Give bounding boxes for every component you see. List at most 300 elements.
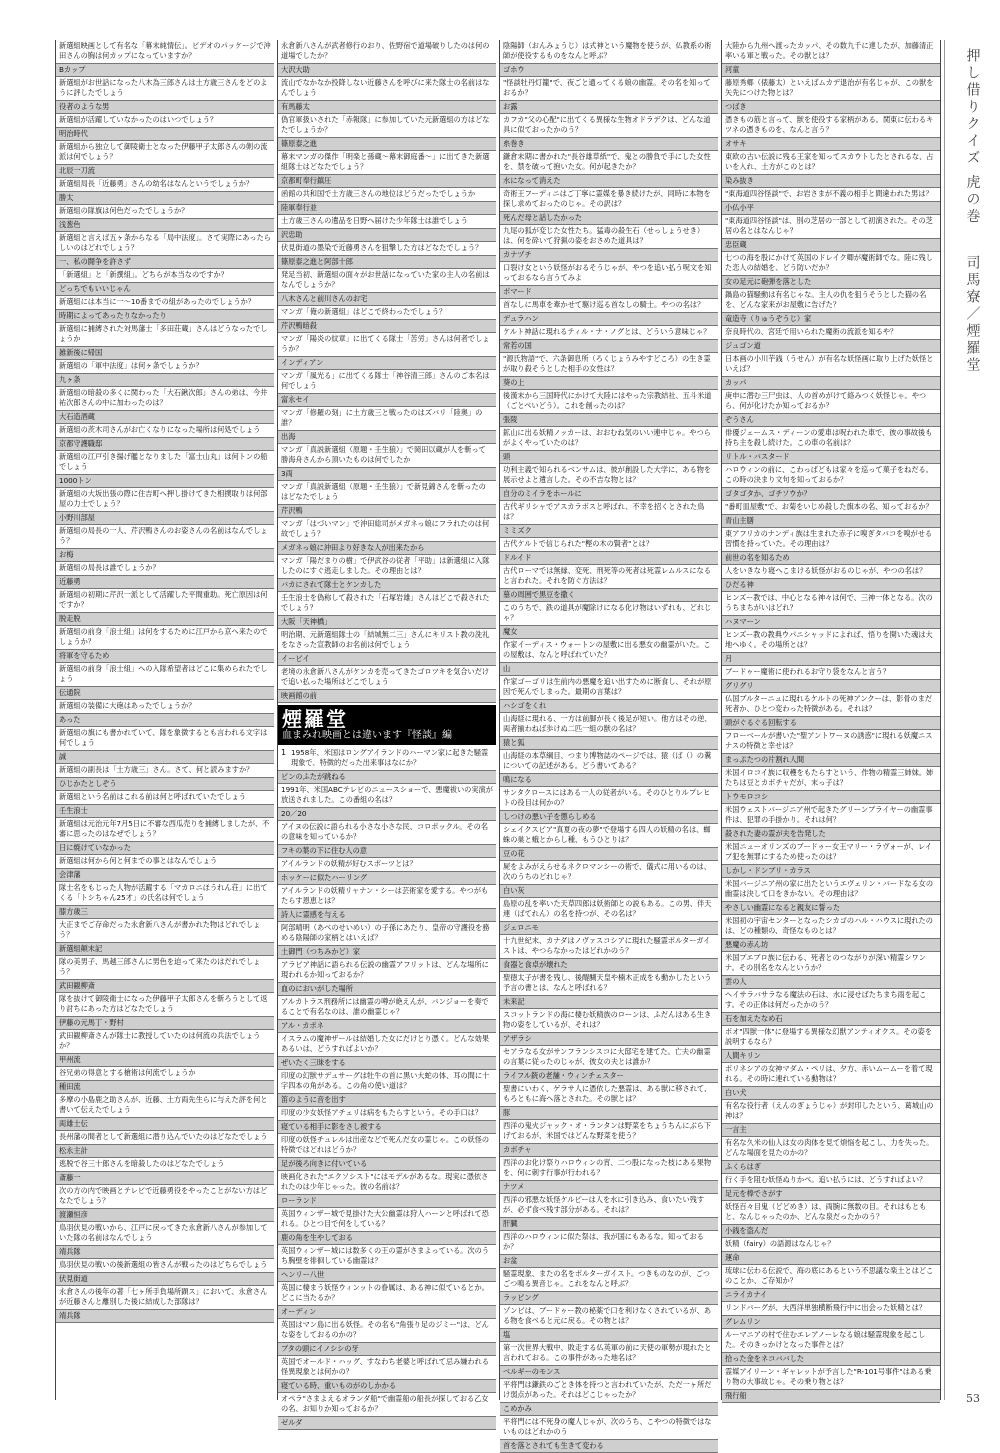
quiz-answer: 拾った金をネコババした — [722, 1353, 940, 1366]
quiz-answer: リトル・バスタード — [722, 451, 940, 464]
quiz-question: 英国ウィンザー城で見掛けた大公幽霊は狩人ハーンと呼ばれて恐れる。ひとつ目で何をしている？ — [278, 1208, 496, 1232]
quiz-answer: 頭 — [500, 451, 718, 464]
quiz-answer: ライフル銃の老舗・ウィンチェスター — [500, 1070, 718, 1083]
quiz-answer: 猿と狐 — [500, 737, 718, 750]
quiz-question: 新選組から独立して御陵衛士となった伊藤甲子太郎さんの剣の流派は何でしょう？ — [56, 141, 274, 165]
quiz-question: 新選組映画として有名な「幕末純情伝」。ビデオのパッケージで沖田さんの胸は何カップになっていますか？ — [56, 40, 274, 64]
quiz-answer: ポマード — [500, 286, 718, 299]
quiz-question: 第一次世界大戦中、敗走する仏英軍の前に天使の軍勢が現れたと言われておる。この事件があった地名は？ — [500, 1342, 718, 1366]
quiz-answer: ハヌマーン — [722, 616, 940, 629]
quiz-answer: メガネっ娘に沖田より好きな人が出来たから — [278, 542, 496, 555]
quiz-answer: 役者のような男 — [56, 101, 274, 114]
quiz-answer: 壬生浪士 — [56, 805, 274, 818]
quiz-answer: ホッケーに似たハーリング — [278, 872, 496, 885]
quiz-answer: ラッピング — [500, 1292, 718, 1305]
quiz-answer: ナツメ — [500, 1181, 718, 1194]
quiz-answer: ミミズク — [500, 525, 718, 538]
quiz-question: 鳥羽伏見の戦いから、江戸に戻ってきた永倉新八さんが参加していた隊の名前はなんでしょう — [56, 1222, 274, 1246]
quiz-question: 次の方の内で映画とテレビで近藤勇役をやったことがない方はどなたでしょう？ — [56, 1185, 274, 1209]
quiz-answer: ハシゴをくれ — [500, 700, 718, 713]
quiz-answer: 伏見街道 — [56, 1273, 274, 1286]
quiz-answer: 女の足元に砲弾を落とした — [722, 276, 940, 289]
quiz-answer: オサキ — [722, 138, 940, 151]
quiz-question: "東海道四谷怪談"で、お岩さまが不義の相手と間違われた男は？ — [722, 188, 940, 202]
quiz-question: フローベールが書いた"聖アントワーヌの誘惑"に現れる妖魔ニスナスの特徴と幸せは？ — [722, 730, 940, 754]
quiz-question: 新選組の初期に芹沢一派として活躍した平間重助。死亡原因は何ですか？ — [56, 589, 274, 613]
quiz-answer: 水になって消えた — [500, 175, 718, 188]
quiz-question: 有名な久米の仙人は女の肉体を見て煩悩を起こし、力を失った。どんな場面を見たのかの？ — [722, 1137, 940, 1161]
section-title: 煙羅堂 — [282, 707, 348, 731]
quiz-answer: 勝太 — [56, 192, 274, 205]
quiz-answer: 自分のミイラをホールに — [500, 488, 718, 501]
quiz-answer: 鳴になる — [500, 774, 718, 787]
quiz-answer: 明治時代 — [56, 128, 274, 141]
quiz-question: 後漢末から三国時代にかけて大陸にはやった宗教結社、五斗米道（ごとべいどう）。これを創ったのは？ — [500, 390, 718, 414]
quiz-answer: 常若の国 — [500, 340, 718, 353]
quiz-question: 新選組には本当に一〜10番までの組があったのでしょうか？ — [56, 296, 274, 310]
quiz-question: 鎌倉末期に書かれた"長谷雄草紙"で、鬼との勝負で手にした女性を、禁を破って抱いた女。何が起きたか？ — [500, 151, 718, 175]
quiz-question: 明治期、元新選組隊士の「結城無二三」さんにキリスト教の洗礼をなさった宣教師のお名前は何でしょう — [278, 629, 496, 653]
quiz-question: 新選組は元治元年7月5日に不審な西瓜売りを捕縛しましたが、不審に思ったのはなぜでしょう？ — [56, 818, 274, 842]
quiz-question: イスラムの魔神ザールは結婚した女にだけとり憑く。どんな効果あるいは、どうすればよいか？ — [278, 1033, 496, 1057]
quiz-question: 鍋島の猫騒動は有名じゃな。主人の仇を狙うそうとした猫の名を、どんな家来がお屋敷に告げた？ — [722, 289, 940, 313]
quiz-question: 新選組局長「近藤勇」さんの幼名はなんというでしょうか？ — [56, 178, 274, 192]
quiz-question: 隊士名をもじった人物が活躍する「マカロニほうれん荘」に出てくる「トシちゃん25才」の氏名は何でしょう — [56, 882, 274, 906]
quiz-answer: 八木さんと前川さんのお宅 — [278, 293, 496, 306]
quiz-question: 俳優ジェームス・ディーンの愛車は呪われた車で、彼の事故後も持ち主を殺し続けた。この車の名前は？ — [722, 427, 940, 451]
quiz-answer: ひだる神 — [722, 579, 940, 592]
quiz-answer: カッパ — [722, 377, 940, 390]
quiz-answer: 人間キリン — [722, 1050, 940, 1063]
quiz-question: 新選組の旗にも書かれていて、隊を象徴するとも言われる文字は何でしょう — [56, 727, 274, 751]
quiz-question: 西洋のハロウィンに似た祭は、我が国にもあるな。知っておるか？ — [500, 1231, 718, 1255]
quiz-answer: 死んだ母と話したかった — [500, 212, 718, 225]
quiz-answer: 塩 — [500, 1329, 718, 1342]
quiz-question: 新選組の副長は「土方歳三」さん。さて、何と読みますか？ — [56, 764, 274, 778]
quiz-answer: ドルイド — [500, 552, 718, 565]
quiz-answer: 魔女 — [500, 626, 718, 639]
quiz-question: 西洋のお化け祭りハロウィンの宵、二つ股になった枝にある果物を、何に刺す行事が行われる？ — [500, 1157, 718, 1181]
quiz-question: アラビア神話に語られる伝説の幽霊アフリットは、どんな場所に現われるか知っておるか？ — [278, 959, 496, 983]
quiz-question: 流山でなかなか投降しない近藤さんを呼びに来た隊士の名前はなんでしょう — [278, 77, 496, 101]
quiz-answer: 飛行船 — [722, 1390, 940, 1403]
quiz-question: 発足当初、新選組の面々がお世話になっていた家の主人の名前はなんでしょうか？ — [278, 269, 496, 293]
quiz-answer: 石を加えたなめ石 — [722, 1013, 940, 1026]
quiz-question: 大正までご存命だった永倉新八さんが書かれた物はどれでしょう？ — [56, 919, 274, 943]
question-number: 1 — [281, 748, 287, 757]
quiz-answer: 陸軍奉行並 — [278, 202, 496, 215]
quiz-question: 東アフリカのナンディ族は生まれた赤子に嗅ぎタバコを嗅がせる習慣を持っていた。その理由は？ — [722, 528, 940, 552]
column-2 — [277, 40, 496, 1427]
quiz-question: シェイクスピア"真夏の夜の夢"で登場する四人の妖精の名は、蜘蛛の巣と蛾とからし種、もうひとりは？ — [500, 824, 718, 848]
quiz-question: セアラなる女がサンフランシスコに大邸宅を建てた。亡夫の幽霊の言葉に従ったのじゃが、彼女の夫とは誰か？ — [500, 1046, 718, 1070]
quiz-answer: 白い灰 — [500, 885, 718, 898]
quiz-question: ルーマニアの村で住むエレアノーレなる娘は騒霊現象を起こした。そのきっかけとなった事件とは？ — [722, 1329, 940, 1353]
quiz-question: ヒンズー教では、中心となる神々は何で、三神一体となる。次のうちまちがいはどれ？ — [722, 592, 940, 616]
quiz-question: このうちで、鉄の道具が魔除けになる化け物はいずれも、どれじゃ？ — [500, 602, 718, 626]
quiz-answer: しつけの悪い子を懲らしめる — [500, 811, 718, 824]
quiz-question: 新選組の「軍中法度」は何ヶ条でしょうか？ — [56, 360, 274, 374]
quiz-question: アルカトラス刑務所には幽霊の噂が絶えんが、バンジョーを奏でることで有名なのは、誰の幽霊じゃ？ — [278, 996, 496, 1020]
quiz-question: 山海経の本草綱目、つまり博物誌のページでは、猿（ば（）の糞についての記述がある。どう書いてある？ — [500, 750, 718, 774]
quiz-answer: 肝臓 — [500, 1218, 718, 1231]
quiz-question — [278, 747, 496, 771]
quiz-answer: 映画館の前 — [278, 690, 496, 703]
quiz-question: 新選組の大坂出張の際に住吉町へ押し掛けてきた相撲取りは何部屋の力士でしょう？ — [56, 488, 274, 512]
quiz-answer: 伊藤の元馬丁・野村 — [56, 1017, 274, 1030]
quiz-question: 新選組の前身「浪士組」は何をするために江戸から京へ来たのでしょうか？ — [56, 626, 274, 650]
quiz-answer: お露 — [500, 101, 718, 114]
quiz-question: マンガ「陽炎の紋章」に出てくる隊士「苦労」さんは何者でしょうか？ — [278, 333, 496, 357]
quiz-question: アイヌの伝説に語られる小さな小さな民、コロポックル。その名の意味を知っているか？ — [278, 821, 496, 845]
quiz-answer: 青山主膳 — [722, 515, 940, 528]
quiz-question: 庚申に潜む三尸虫は、人の首めがけて絡みつく妖怪じゃ。やつら、何が化けたか知っておるか？ — [722, 390, 940, 414]
quiz-question: 大陸から九州へ渡ったカッパ、その数九千に達したが、加藤清正率いる軍と戦った。その獣とは？ — [722, 40, 940, 64]
column-1 — [55, 40, 274, 1400]
quiz-question: 仏国ブルターニュに現れるケルトの死神アンクーは、影骨のまだ死者か、ひとつ変わった特徴がある。それは？ — [722, 693, 940, 717]
quiz-question: 幕末マンガの傑作「明楽と孫蔵〜幕末御庭番〜」に出てきた新選組隊士はどなたでしょう？ — [278, 151, 496, 175]
quiz-question: 多摩の小島鹿之助さんが、近藤、土方両先生らに与えた評を何と書いて伝えたでしょう — [56, 1094, 274, 1118]
quiz-answer: 墓の周囲で黒豆を撒く — [500, 589, 718, 602]
quiz-question: 新選組がお世話になった八木為三郎さんは土方歳三さんをどのように評したでしょう — [56, 77, 274, 101]
quiz-answer: ヘンリー八世 — [278, 1269, 496, 1282]
quiz-answer: 靖兵隊 — [56, 1246, 274, 1259]
quiz-question: マンガ「陽だまりの樹」で伊武谷の従者「平助」は新選組に入隊したのにすぐ逃走しました。その理由とは？ — [278, 555, 496, 579]
quiz-question: 新選組の茨木司さんがお亡くなりになった場所は何処でしょう — [56, 424, 274, 438]
quiz-answer: 1000トン — [56, 475, 274, 488]
quiz-question: "番町皿屋敷"で、お菊をいじめ殺した旗本の名、知っておるか？ — [722, 501, 940, 515]
quiz-question: スコットランドの海に棲む妖精族のローンは、ふだんはある生き物の姿をしているが、それは？ — [500, 1009, 718, 1033]
quiz-answer: 京都町奉行鎮圧 — [278, 175, 496, 188]
quiz-answer: 膝方歳三 — [56, 906, 274, 919]
quiz-question: ハロウィンの前に、こわっぱどもは家々を巡って菓子をねだる。この時の決まり文句を知っておるか？ — [722, 464, 940, 488]
quiz-question: 永倉さんの後年の著「七ヶ所手負場所顕ス」において、永倉さんが近藤さんと離別した後に結成した部隊は？ — [56, 1286, 274, 1310]
quiz-answer: 両雄士伝 — [56, 1118, 274, 1131]
quiz-question: 東欧の古い伝説に残る王家を知ってスカウトしたとされるな、占いを入れ、土方がこのとは？ — [722, 151, 940, 175]
quiz-answer: 食器と食卓が壊れた — [500, 959, 718, 972]
quiz-question: 米国初の宇宙センターとなったシカゴのハル・ハウスに現れたのは、どの種類の、奇怪なものとは？ — [722, 915, 940, 939]
quiz-answer: 殺された妻の霊が夫を告発した — [722, 828, 940, 841]
quiz-answer: 靖兵隊 — [56, 1310, 274, 1323]
quiz-question: 偽官軍扱いされた「赤報隊」に参加していた元新選組の方はどなたでしょうか？ — [278, 114, 496, 138]
quiz-question: ブードゥー魔術に使われるお守り袋をなんと言う？ — [722, 666, 940, 680]
side-margin — [944, 40, 1000, 1400]
quiz-answer: 忠臣蔵 — [722, 239, 940, 252]
quiz-answer: インディアン — [278, 357, 496, 370]
quiz-answer: 足が後ろ向きに付いている — [278, 1158, 496, 1171]
quiz-question: 九尾の狐が変じた女性たち。猛毒の殺生石（せっしょうせき）は、何を砕いて狩猟の姿をおさめた道具は？ — [500, 225, 718, 249]
quiz-question: 隊を抜けて御陵衛士になった伊藤甲子太郎さんを斬ろうとして返り討ちにあった方はどなたでしょう — [56, 993, 274, 1017]
quiz-answer: オーディン — [278, 1306, 496, 1319]
quiz-answer: 誠 — [56, 751, 274, 764]
quiz-answer: 鹿の角を生やしておる — [278, 1232, 496, 1245]
quiz-question: "東海道四谷怪談"は、別の芝居の一部として初演された。その芝居の名とはなんじゃ？ — [722, 215, 940, 239]
quiz-question: 米国ウェストバージニア州で起きたグリーンブライヤーの幽霊事件は、犯罪の手掛かり。それは何？ — [722, 804, 940, 828]
quiz-answer: 足元を棒でさがす — [722, 1188, 940, 1201]
quiz-answer: どっちでもいいじゃん — [56, 283, 274, 296]
quiz-answer: 将軍を守るため — [56, 650, 274, 663]
quiz-question: 米国プエブロ族に伝わる、死者とのつながりが深い精霊シワンナ。その別名をなんというか？ — [722, 952, 940, 976]
quiz-answer: ゴタゴタか、ゴチソウか？ — [722, 488, 940, 501]
quiz-question: ボオ"四獣一体"に登場する異様な幻獣アンティオクス。その姿を説明するなら？ — [722, 1026, 940, 1050]
quiz-question: 「新選組」と「新撰組」。どちらが本当なのですか？ — [56, 269, 274, 283]
quiz-question: 隊の美男子、馬越三郎さんに男色を迫って来たのはだれでしょう？ — [56, 956, 274, 980]
quiz-question: マンガ「風光る」に出てくる隊士「神谷清三郎」さんのご本名は何でしょう — [278, 370, 496, 394]
quiz-answer: 篠原泰之進 — [278, 138, 496, 151]
quiz-question: アイルランドの妖精リャナン・シーは芸術家を愛する。やつがもたらす恩恵とは？ — [278, 885, 496, 909]
quiz-answer: カボチャ — [500, 1144, 718, 1157]
quiz-answer: イービイ — [278, 653, 496, 666]
quiz-question: 新選組の局長の一人、芹沢鴨さんのお姿さんの名前はなんでしょう？ — [56, 525, 274, 549]
quiz-answer: 沢忠助 — [278, 229, 496, 242]
quiz-answer: 小銭を盗んだ — [722, 1225, 940, 1238]
quiz-answer: 未来記 — [500, 996, 718, 1009]
quiz-question: 口裂け女という妖怪がおるそうじゃが、やつを追い払う呪文を知っておるなら言うてみよ — [500, 262, 718, 286]
quiz-question: 平将門は鎌鉄のごとき体を持つと言われていたが、ただ一ヶ所だけ弱点があった。それはどこじゃったか？ — [500, 1379, 718, 1403]
quiz-question: 壬生浪士を偽称して殺された「石塚岩雄」さんはどこで殺されたでしょう？ — [278, 592, 496, 616]
quiz-question: 新選組と言えば五ヶ条からなる「局中法度」。さて実際にあったらしいのはどれでしょう？ — [56, 232, 274, 256]
quiz-answer: 芹沢鴨暗殺 — [278, 320, 496, 333]
quiz-answer: 山 — [500, 663, 718, 676]
quiz-question: 新選組の前身「浪士組」への入隊希望者はどこに集められたでしょう — [56, 663, 274, 687]
quiz-answer: ニライカナイ — [722, 1289, 940, 1302]
quiz-answer: アル・カポネ — [278, 1020, 496, 1033]
quiz-question: 新選組の江戸引き揚げ艦となりました「富士山丸」は何トンの船でしょう — [56, 451, 274, 475]
quiz-answer: 糸巻き — [500, 138, 718, 151]
quiz-answer: 運命 — [722, 1252, 940, 1265]
quiz-question: 映画化された"エクソシスト"にはモデルがあるな。現実に憑依されたのは少年じゃった。彼の名前は？ — [278, 1171, 496, 1195]
quiz-question: 新選組の装備に大砲はあったでしょうか？ — [56, 700, 274, 714]
quiz-answer: 会津藩 — [56, 869, 274, 882]
quiz-question: 新選組の暗殺の多くに関わった「大石鍬次郎」さんの弟は、今井祐次郎さんの中に加わったのは？ — [56, 387, 274, 411]
quiz-question: 新選組の局長は誰でしょうか？ — [56, 562, 274, 576]
quiz-answer: 京都守護職邸 — [56, 438, 274, 451]
quiz-answer: 北辰一刀流 — [56, 165, 274, 178]
quiz-answer: 渡瀬恒彦 — [56, 1209, 274, 1222]
quiz-question: マンガ「真説新選組（原題・壬生狼）」で岡田以蔵が人を斬って勝海舟さんから頂いたものは何でしたか — [278, 444, 496, 468]
quiz-question: 谷兄弟の得意とする槍術は何流でしょうか — [56, 1067, 274, 1081]
quiz-answer: ベルギーのモンス — [500, 1366, 718, 1379]
quiz-answer: 寝ている時、重いものがのしかかる — [278, 1380, 496, 1393]
quiz-answer: ブタの頭にイノシシの牙 — [278, 1343, 496, 1356]
quiz-answer: あった — [56, 714, 274, 727]
quiz-answer: ぜいたく三昧をする — [278, 1057, 496, 1070]
quiz-answer: 雑新後に帰国 — [56, 347, 274, 360]
quiz-answer: 新選組顛末記 — [56, 943, 274, 956]
quiz-question: 妖怪百々目鬼（どどめき）は、両腕に無数の目。それはもともと、なんじゃったのか、どんな泉だったかのう？ — [722, 1201, 940, 1225]
quiz-answer: 大石造酒蔵 — [56, 411, 274, 424]
quiz-answer: こめかみ — [500, 1403, 718, 1416]
quiz-question: ゾンビは、ブードゥー教の秘薬で口を利けなくされているが、ある物を食べると元に戻る。その物とは？ — [500, 1305, 718, 1329]
quiz-answer: 竜造寺（りゅうぞうじ）家 — [722, 313, 940, 326]
quiz-answer: 詩人に霊感を与える — [278, 909, 496, 922]
quiz-question: 作家ゴーゴリは生前内の悪魔を追い出すために断食し、それが原因で死んでしまった。最期の言葉は？ — [500, 676, 718, 700]
quiz-answer: 血のにおいがした場所 — [278, 983, 496, 996]
quiz-question: マンガ「修羅の刻」に土方歳三と戦ったのはズバリ「陸奥」の誰？ — [278, 407, 496, 431]
quiz-answer: 武田観柳斎 — [56, 980, 274, 993]
quiz-question: 武田観柳斎さんが隊士に教授していたのは何流の兵法でしょうか？ — [56, 1030, 274, 1054]
quiz-question: ヘイサラバサラなる魔法の石は、水に浸せばたちまち雨を起こす。その正体は何だったかのう？ — [722, 989, 940, 1013]
quiz-question: 函館の共和国で土方歳三さんの地位はどうだったでしょうか — [278, 188, 496, 202]
quiz-question: 阿部晴明（あべのせいめい）の子孫にあたり、皇帝の守護役を務める陰陽師の家柄とはいえば？ — [278, 922, 496, 946]
quiz-answer: ビンのふたが跳ねる — [278, 771, 496, 784]
quiz-answer: ジェロニモ — [500, 922, 718, 935]
quiz-answer: 篠原泰之進と阿部十郎 — [278, 256, 496, 269]
quiz-question: 米国バージニア州の家に出たというエヴェリン・バードなる女の幽霊は決して口をきかない。その理由は？ — [722, 878, 940, 902]
quiz-question: ヒンズー教の教典ウパニシャッドによれば、悟りを開いた魂は大地へゆく。その場所とは？ — [722, 629, 940, 653]
quiz-answer: 頭がぐるぐる回転する — [722, 717, 940, 730]
quiz-answer: 月 — [722, 653, 940, 666]
quiz-question: 霊媒アイリーン・ギャレットが予言した"R-101号事件"はある乗り物の大事故じゃ。その乗り物とは？ — [722, 1366, 940, 1390]
quiz-question: 憑きもの筋と言って、獣を使役する家柄がある。関東に伝わるキツネの憑きものを、なんと言う？ — [722, 114, 940, 138]
quiz-answer: 笛のように音を出す — [278, 1094, 496, 1107]
quiz-question: アイルランドの妖精が好むスポーツとは？ — [278, 858, 496, 872]
quiz-answer: 土御門（つちみかど）家 — [278, 946, 496, 959]
quiz-question: マンガ「真説新選組（原題・壬生狼）」で新見錦さんを斬ったのはどなたでしょう — [278, 481, 496, 505]
column-4 — [721, 40, 941, 1400]
quiz-question: 聖書にいわく、ゲラサ人に憑依した悪霊は、ある獣に移されて、もろともに海へ落とされた。その獣とは？ — [500, 1083, 718, 1107]
column-3 — [499, 40, 718, 1450]
quiz-question: 屍をよみがえらせるネクロマンシーの術で、儀式に用いるのは、次のうちのどれじゃ？ — [500, 861, 718, 885]
quiz-answer: ひじかたとしぞう — [56, 778, 274, 791]
quiz-question: リンドバーグが、大西洋単独横断飛行中に出会った妖精とは？ — [722, 1302, 940, 1316]
quiz-answer: ぞうさん — [722, 414, 940, 427]
quiz-answer: 白い犬 — [722, 1087, 940, 1100]
quiz-question: 古代ケルトで信じられた"樫の木の賢者"とは？ — [500, 538, 718, 552]
quiz-answer: 小野川部屋 — [56, 512, 274, 525]
quiz-answer: ジュゴン道 — [722, 340, 940, 353]
quiz-answer: 20／20 — [278, 808, 496, 821]
quiz-question: 功利主義で知られるベンサムは、彼が創設した大学に、ある物を展示せよと遺言した。その不吉な物とは？ — [500, 464, 718, 488]
quiz-question: 古代ギリシャでアスカラボスと呼ばれ、不幸を招くとされた鳥は？ — [500, 501, 718, 525]
quiz-answer: トウモロコシ — [722, 791, 940, 804]
quiz-question: 十九世紀末、カナダはノヴァスコシアに現れた騒霊ポルターガイストは、やつらなかったはどれかのう？ — [500, 935, 718, 959]
quiz-answer: アザラシ — [500, 1033, 718, 1046]
question-text: 1958年、米国はロングアイランドのハーマン家に起きた騒霊現象で、特徴的だった出来事はなにか？ — [291, 748, 489, 767]
quiz-question: 長州藩の間者として新選組に潜り込んでいたのはどなたでしょう — [56, 1131, 274, 1145]
quiz-answer: 浅葱色 — [56, 219, 274, 232]
quiz-answer: ローランド — [278, 1195, 496, 1208]
section-subtitle: 血まみれ映画とは違います『怪談』編 — [282, 730, 452, 741]
quiz-question: 英国ウィンザー城には数多くの王の霊がさまよっている。次のうち胸壁を徘徊している幽霊は？ — [278, 1245, 496, 1269]
quiz-answer: 伝通院 — [56, 687, 274, 700]
quiz-answer: 脱走脱 — [56, 613, 274, 626]
quiz-question: 土方歳三さんの遺品を日野へ届けた少年隊士は誰でしょう — [278, 215, 496, 229]
quiz-answer: カナヅチ — [500, 249, 718, 262]
quiz-question: 英国に棲まう妖怪ウィンットの眷属は、ある神に似ているとか。どこに当たるか？ — [278, 1282, 496, 1306]
quiz-answer: グリグリ — [722, 680, 940, 693]
quiz-answer: 九ヶ条 — [56, 374, 274, 387]
quiz-question: 藤原秀郷（俵藤太）といえばムカデ退治が有名じゃが、この獣を矢先につけた物とは？ — [722, 77, 940, 101]
quiz-question: 行く手を阻む妖怪ぬりかべ。追い払うには、どうすればよい？ — [722, 1174, 940, 1188]
quiz-question: 聖徳太子が書を残し、後醍醐天皇や楠木正成をも動かしたという予言の書とは、なんと呼ばれる？ — [500, 972, 718, 996]
quiz-question: 印度の妖怪チュレルは出産などで死んだ女の霊じゃ。この妖怪の特徴ではどれはどうか？ — [278, 1134, 496, 1158]
quiz-question: 逃脱で谷三十郎さんを暗殺したのはどなたでしょう — [56, 1158, 274, 1172]
quiz-question: ケルト神話に現れるティル・ナ・ノグとは、どういう意味じゃ？ — [500, 326, 718, 340]
quiz-answer: 松永主計 — [56, 1145, 274, 1158]
quiz-question: 騒霊現象、またの名をポルターガイスト。つきものなのが、ごつごつ鳴る異音じゃ。これをなんと呼ぶ？ — [500, 1268, 718, 1292]
quiz-question: 新選組は何から何と何までの事とはなんでしょう — [56, 855, 274, 869]
quiz-answer: やさしい幽霊になると親友に誓った — [722, 902, 940, 915]
quiz-question: 米国イロコイ族に収穫をもたらすという、作物の精霊三姉妹。姉たちは豆とカボチャだが、末っ子は？ — [722, 767, 940, 791]
quiz-answer: 悪魔の赤ん坊 — [722, 939, 940, 952]
quiz-answer: ゴホウ — [500, 64, 718, 77]
quiz-answer: 染み抜き — [722, 175, 940, 188]
quiz-answer: 富永セイ — [278, 394, 496, 407]
quiz-answer: お梅 — [56, 549, 274, 562]
quiz-answer: グレムリン — [722, 1316, 940, 1329]
quiz-question: 西洋の邪悪な妖怪ケルピーは人を水に引き込み、食いたい残すが、必ず食べ残す部分がある。それは？ — [500, 1194, 718, 1218]
quiz-answer: 一言主 — [722, 1124, 940, 1137]
quiz-question: 新選組に捕縛された対馬藩士「多田荘蔵」さんはどうなったでしょうか — [56, 323, 274, 347]
quiz-answer: 豆の花 — [500, 848, 718, 861]
quiz-question: 奈良時代の、宮廷で用いられた魔術の流派を知るや？ — [722, 326, 940, 340]
quiz-question: 人をいきなり寝へこまける妖怪がおるのじゃが、やつの名は？ — [722, 565, 940, 579]
quiz-answer: 3両 — [278, 468, 496, 481]
quiz-question: オペラ"さまよえるオランダ船"で幽霊船の船長が探しておる乙女の名、お知りか知っておるか？ — [278, 1393, 496, 1417]
quiz-answer: 一、私の闘争を許さず — [56, 256, 274, 269]
quiz-question: 七つの海を股にかけて英国のドレイク卿が魔術師でな。陸に残した恋人の結婚を、どう防いだか？ — [722, 252, 940, 276]
quiz-question: 1991年、米国ABCテレビのニュースショーで、悪魔祓いの実演が放送されました。この番組の名は？ — [278, 784, 496, 808]
quiz-question: マンガ「俺の新選組」はどこで終わったでしょう？ — [278, 306, 496, 320]
quiz-answer: 大沢大助 — [278, 64, 496, 77]
quiz-answer: 河童 — [722, 64, 940, 77]
quiz-question: 西洋の鬼火ジャック・オ・ランタンは野菜をちょうちんにぶら下げておるが、米国ではどんな野菜を使う？ — [500, 1120, 718, 1144]
quiz-answer: つばき — [722, 101, 940, 114]
quiz-question: 新選組の隊旗は何色だったでしょうか？ — [56, 205, 274, 219]
quiz-question: 印度の少女妖怪アチェリは病をもたらすという。その手口は？ — [278, 1107, 496, 1121]
quiz-question: 作家イーディス・ウォートンの屋敷に出る悪女の幽霊がいた。この屋敷は、なんと呼ばれていた？ — [500, 639, 718, 663]
quiz-question: 老境の永倉新八さんがケンカを売ってきたゴロツキを気合いだけで追い払った場所はどこでしょう — [278, 666, 496, 690]
quiz-answer: 時期によってあったりなかったり — [56, 310, 274, 323]
quiz-question: ポリネシアの女神マダム・ペリは、夕方、赤いムームーを着て現れる。その時に連れている動物は？ — [722, 1063, 940, 1087]
quiz-question: 鳥羽伏見の戦いの後新選組の皆さんが戦ったのはどちらでしょう — [56, 1259, 274, 1273]
quiz-answer: 斎藤一 — [56, 1172, 274, 1185]
quiz-question: 印度の幻獣サデュサーグは牡牛の首に黒い大蛇の体、耳の間に十字四本の角がある。この角の使い道は？ — [278, 1070, 496, 1094]
quiz-answer: デュラハン — [500, 313, 718, 326]
quiz-page — [55, 40, 935, 1450]
quiz-answer: 葵の上 — [500, 377, 718, 390]
quiz-question: 英国はマン島に出る妖怪。その名も"角張り足のジミー"は、どんな姿をしておるのかの？ — [278, 1319, 496, 1343]
quiz-answer: 雲の人 — [722, 976, 940, 989]
quiz-answer: 近藤勇 — [56, 576, 274, 589]
quiz-question: 島原の乱を率いた天草四郎は妖術師との説もある。この男、伴天連（ばてれん）の名を持つが、その名は？ — [500, 898, 718, 922]
quiz-question: 首なしに馬車を牽かせて駆け巡る首なしの騎士。やつの名は？ — [500, 299, 718, 313]
quiz-question: 古代ローマでは無縁、変死、刑死等の死者は死霊レムルスになると言われた。それを防ぐ方法は？ — [500, 565, 718, 589]
quiz-answer: 甲州流 — [56, 1054, 274, 1067]
quiz-question: サンタクロースにはある一人の従者がいる。そのひとりルプレヒトの役目は何かの？ — [500, 787, 718, 811]
quiz-question: 有名な役行者（えんのぎょうじゃ）が封印したという、葛城山の神は？ — [722, 1100, 940, 1124]
quiz-question: 永倉新八さんが武者修行のおり、佐野宿で道場破りしたのは何の道場でしたか？ — [278, 40, 496, 64]
quiz-answer: 張陵 — [500, 414, 718, 427]
quiz-question: 奇術王フーディニはご丁寧に霊媒を暴き続けたが、同時に本物を探し求めておったのじゃ。その訳は？ — [500, 188, 718, 212]
quiz-answer: 豚 — [500, 1107, 718, 1120]
quiz-answer: 種田流 — [56, 1081, 274, 1094]
quiz-answer: 出海 — [278, 431, 496, 444]
quiz-question: 新選組という名前はこれる前は何と呼ばれていたでしょう — [56, 791, 274, 805]
side-title-1: 押し借りクイズ 虎の巻 — [964, 48, 981, 226]
quiz-answer: 寝ている相手に影をさし被する — [278, 1121, 496, 1134]
quiz-question: 日本画の小川芋銭（うせん）が有名な妖怪画に取り上げた妖怪といえば？ — [722, 353, 940, 377]
quiz-question: 英国でオールド・ハッグ、すなわち老婆と呼ばれて忌み嫌われる怪異現象とは何かの？ — [278, 1356, 496, 1380]
quiz-question: マンガ「はづいマン」で沖田総司がメガネっ娘にフラれたのは何故でしょう？ — [278, 518, 496, 542]
side-title-2: 司馬寮／煙羅堂 — [964, 255, 981, 375]
quiz-question: 米国ニューオリンズのブードゥー女王マリー・ラヴォーが、レイプ犯を無罪にするため使ったのは？ — [722, 841, 940, 865]
quiz-question: 平将門には不死身の魔人じゃが、次のうち、こやつの特徴ではないものはどれかのう — [500, 1416, 718, 1440]
quiz-answer: 小仏小平 — [722, 202, 940, 215]
quiz-question: カフカ"父の心配"に出てくる異様な生物オドラデクは、どんな道具に似ておったかのう？ — [500, 114, 718, 138]
quiz-answer: ふくらはぎ — [722, 1161, 940, 1174]
